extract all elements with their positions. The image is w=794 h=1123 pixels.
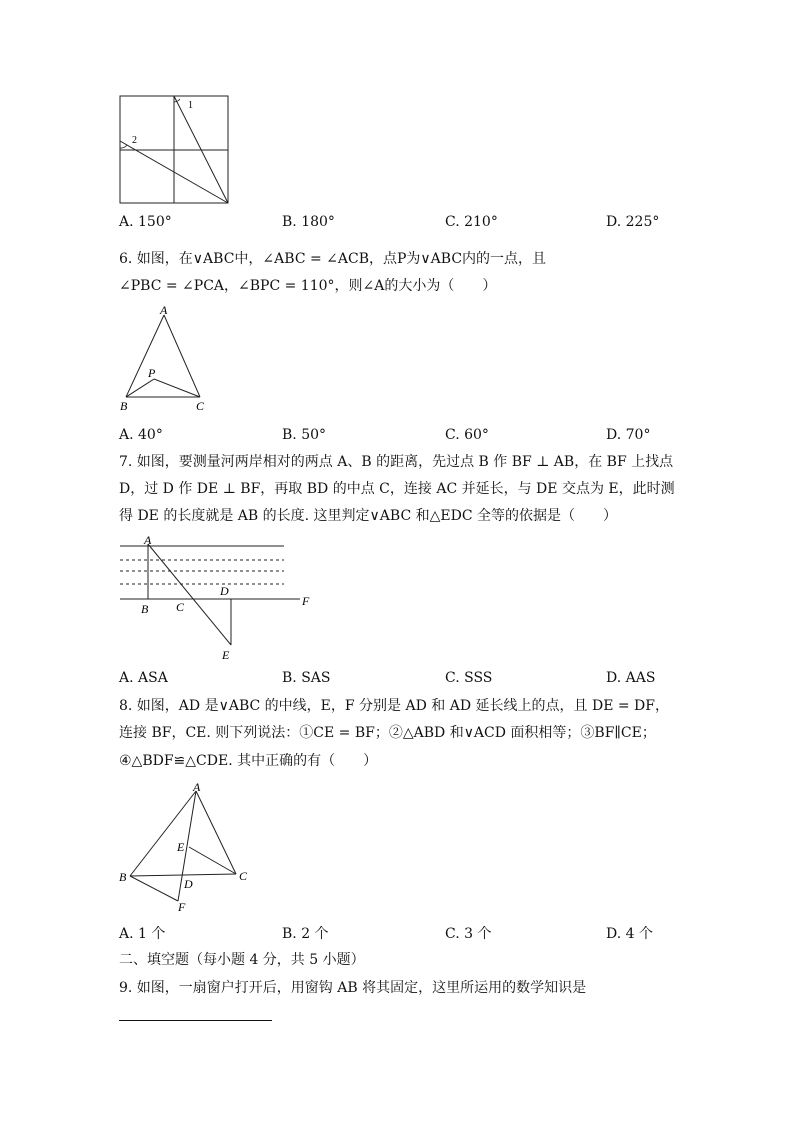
q8-option-b: B. 2 个 xyxy=(282,926,329,942)
q7-stem-line-2: D，过 D 作 DE ⊥ BF，再取 BD 的中点 C，连接 AC 并延长，与 DE 交点为 E，此时测 xyxy=(119,481,675,497)
q7-label-e: E xyxy=(222,648,230,662)
angle-1-label: 1 xyxy=(188,100,193,111)
q8-label-f: F xyxy=(178,900,186,914)
q5-option-c: C. 210° xyxy=(445,214,498,230)
q8-stem-line-1: 8. 如图，AD 是∨ABC 的中线，E，F 分别是 AD 和 AD 延长线上的点，且 DE = DF， xyxy=(119,698,669,714)
q6-option-c: C. 60° xyxy=(445,427,489,443)
q8-option-d: D. 4 个 xyxy=(606,926,653,942)
q6-label-c: C xyxy=(196,399,205,413)
q7-label-b: B xyxy=(141,602,149,616)
q7-label-c: C xyxy=(176,600,185,614)
q8-label-c: C xyxy=(239,869,248,883)
q8-label-a: A xyxy=(193,780,201,794)
q5-grid-figure xyxy=(118,94,230,206)
q6-label-b: B xyxy=(120,399,128,413)
q7-option-b: B. SAS xyxy=(282,670,331,686)
angle-1-arc xyxy=(174,99,180,102)
q6-option-b: B. 50° xyxy=(282,427,327,443)
q5-option-a: A. 150° xyxy=(119,214,172,230)
q6-stem-line-2: ∠PBC = ∠PCA，∠BPC = 110°，则∠A的大小为（ ） xyxy=(119,278,497,294)
q8-label-d: D xyxy=(184,877,193,891)
q6-option-a: A. 40° xyxy=(119,427,163,443)
angle-2-label: 2 xyxy=(132,135,137,146)
q8-stem-line-2: 连接 BF，CE. 则下列说法：①CE = BF；②△ABD 和∨ACD 面积相等；③BF∥CE； xyxy=(119,725,656,741)
q6-option-d: D. 70° xyxy=(606,427,651,443)
q8-label-b: B xyxy=(119,870,127,884)
section-2-title: 二、填空题（每小题 4 分，共 5 小题） xyxy=(119,952,365,968)
q8-label-e: E xyxy=(177,840,185,854)
q8-option-c: C. 3 个 xyxy=(445,926,492,942)
q7-stem-line-1: 7. 如图，要测量河两岸相对的两点 A、B 的距离，先过点 B 作 BF ⊥ AB，在 BF 上找点 xyxy=(119,454,674,470)
q5-option-d: D. 225° xyxy=(606,214,660,230)
q8-triangle-figure xyxy=(116,779,256,917)
q7-river-figure xyxy=(118,533,328,665)
q9-answer-blank[interactable] xyxy=(119,1020,272,1021)
q9-stem-line-1: 9. 如图，一扇窗户打开后，用窗钩 AB 将其固定，这里所运用的数学知识是 xyxy=(119,980,587,996)
q8-option-a: A. 1 个 xyxy=(119,926,166,942)
q7-label-a: A xyxy=(144,533,152,547)
q5-option-b: B. 180° xyxy=(282,214,335,230)
q6-stem-line-1: 6. 如图，在∨ABC中，∠ABC = ∠ACB，点P为∨ABC内的一点，且 xyxy=(119,251,547,267)
q7-option-d: D. AAS xyxy=(606,670,656,686)
q6-label-p: P xyxy=(148,366,156,380)
q7-option-c: C. SSS xyxy=(445,670,493,686)
q7-label-d: D xyxy=(220,584,229,598)
q6-label-a: A xyxy=(160,303,168,317)
angle-2-arc xyxy=(120,145,127,148)
q6-triangle-figure xyxy=(118,304,218,416)
q7-stem-line-3: 得 DE 的长度就是 AB 的长度. 这里判定∨ABC 和△EDC 全等的依据是（ ） xyxy=(119,508,617,524)
q7-option-a: A. ASA xyxy=(119,670,168,686)
q7-label-f: F xyxy=(302,594,310,608)
q8-stem-line-3: ④△BDF≌△CDE. 其中正确的有（ ） xyxy=(119,753,378,769)
